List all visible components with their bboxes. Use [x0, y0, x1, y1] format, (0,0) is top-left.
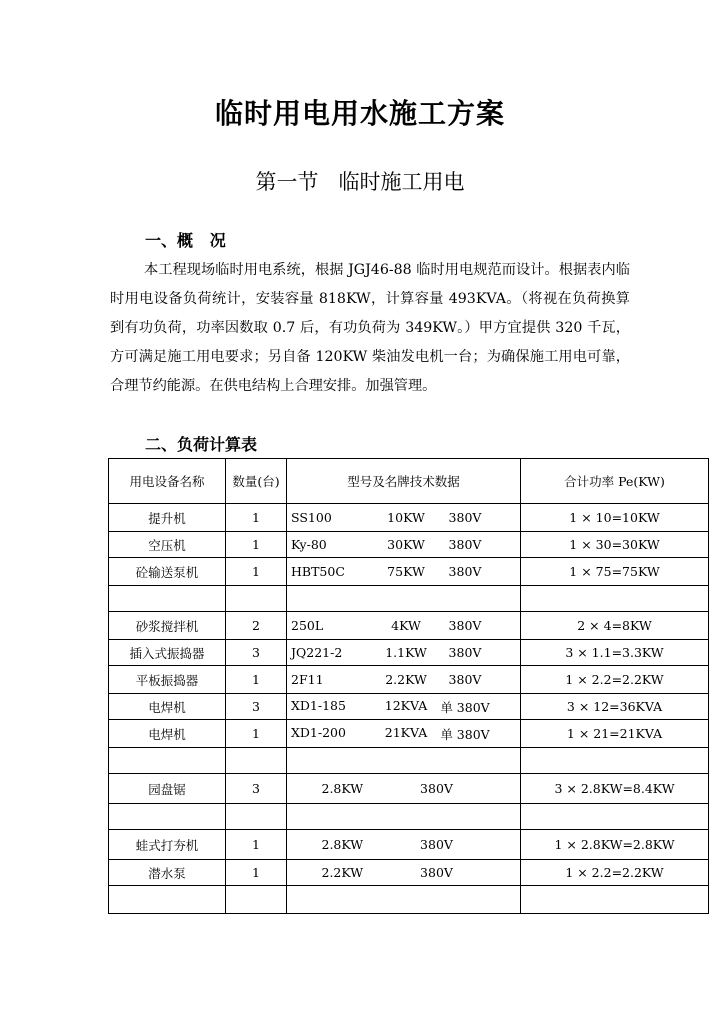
equipment-name-cell: 园盘锯 — [109, 774, 226, 804]
spec-cell — [287, 748, 521, 774]
spec-voltage: 380V — [448, 510, 482, 525]
spec-power-rating: 30KW — [387, 537, 425, 552]
total-power-cell: 1 × 2.2=2.2KW — [521, 860, 709, 886]
table-row — [109, 586, 709, 612]
table-header-row — [109, 459, 709, 504]
table-row — [109, 694, 709, 720]
spec-cell — [287, 804, 521, 830]
table-row — [109, 860, 709, 886]
quantity-cell — [226, 748, 287, 774]
equipment-name-cell — [109, 804, 226, 830]
equipment-name-cell: 电焊机 — [109, 694, 226, 720]
table-row — [109, 774, 709, 804]
spec-voltage: 单 380V — [440, 699, 490, 715]
spec-model: 2F11 — [291, 672, 324, 687]
quantity-cell: 1 — [226, 532, 287, 558]
total-power-cell: 1 × 30=30KW — [521, 532, 709, 558]
equipment-name-cell: 提升机 — [109, 504, 226, 532]
total-power-cell — [521, 748, 709, 774]
spec-cell — [287, 612, 521, 640]
spec-model: JQ221-2 — [291, 645, 343, 660]
equipment-name-cell — [109, 886, 226, 914]
spec-power-rating: 10KW — [387, 510, 425, 525]
equipment-name-cell — [109, 748, 226, 774]
spec-voltage: 单 380V — [440, 726, 490, 742]
quantity-cell: 1 — [226, 504, 287, 532]
spec-cell — [287, 640, 521, 666]
spec-voltage: 380V — [420, 781, 453, 796]
spec-power-rating: 4KW — [391, 618, 421, 633]
table-row — [109, 666, 709, 694]
total-power-cell: 1 × 2.8KW=2.8KW — [521, 830, 709, 860]
spec-model: SS100 — [291, 510, 332, 525]
table-row — [109, 720, 709, 748]
table-row — [109, 612, 709, 640]
equipment-name-cell: 空压机 — [109, 532, 226, 558]
spec-cell — [287, 558, 521, 586]
spec-model: HBT50C — [291, 564, 345, 579]
header-equipment-name: 用电设备名称 — [109, 459, 226, 504]
equipment-name-cell: 砼输送泵机 — [109, 558, 226, 586]
spec-cell — [287, 666, 521, 694]
spec-voltage: 380V — [448, 672, 482, 687]
total-power-cell — [521, 804, 709, 830]
quantity-cell: 3 — [226, 774, 287, 804]
spec-model: 250L — [291, 618, 324, 633]
quantity-cell — [226, 586, 287, 612]
quantity-cell: 2 — [226, 612, 287, 640]
total-power-cell: 1 × 10=10KW — [521, 504, 709, 532]
equipment-name-cell: 蛙式打夯机 — [109, 830, 226, 860]
spec-cell — [287, 586, 521, 612]
table-row — [109, 558, 709, 586]
quantity-cell: 3 — [226, 694, 287, 720]
spec-cell — [287, 720, 521, 748]
spec-voltage: 380V — [448, 537, 482, 552]
quantity-cell — [226, 804, 287, 830]
load-calculation-table — [108, 458, 709, 914]
spec-voltage: 380V — [420, 865, 453, 880]
spec-cell — [287, 504, 521, 532]
quantity-cell — [226, 886, 287, 914]
equipment-name-cell: 平板振捣器 — [109, 666, 226, 694]
spec-model: Ky-80 — [291, 537, 327, 552]
total-power-cell: 1 × 75=75KW — [521, 558, 709, 586]
table-row — [109, 640, 709, 666]
quantity-cell: 1 — [226, 720, 287, 748]
spec-cell — [287, 830, 521, 860]
header-spec: 型号及名牌技术数据 — [287, 459, 521, 504]
spec-power-rating: 2.2KW — [385, 672, 427, 687]
table-row — [109, 748, 709, 774]
spec-power-rating: 75KW — [387, 564, 425, 579]
total-power-cell: 1 × 21=21KVA — [521, 720, 709, 748]
spec-power-rating: 12KVA — [384, 697, 428, 713]
table-body — [109, 504, 709, 914]
table-row — [109, 532, 709, 558]
document-title: 临时用电用水施工方案 — [214, 97, 505, 130]
total-power-cell: 1 × 2.2=2.2KW — [521, 666, 709, 694]
quantity-cell: 1 — [226, 860, 287, 886]
total-power-cell: 3 × 1.1=3.3KW — [521, 640, 709, 666]
spec-voltage: 380V — [448, 645, 482, 660]
table-row — [109, 504, 709, 532]
table-row — [109, 830, 709, 860]
spec-power-rating: 21KVA — [384, 724, 428, 740]
total-power-cell: 3 × 2.8KW=8.4KW — [521, 774, 709, 804]
overview-paragraph: 本工程现场临时用电系统，根据 JGJ46-88 临时用电规范而设计。根据表内临时用电设备负荷统计，安装容量 818KW，计算容量 493KVA。（将视在负荷换算到有功负荷，功率因数取 0.7 后，有功负荷为 349KW。）甲方宜提供 320 千瓦，方可满足施工用电要求；另自备 120KW 柴油发电机一台；为确保施工用电可靠，合理节约能源。在供电结构上合理安排。加强管理。 — [110, 262, 630, 394]
total-power-cell: 2 × 4=8KW — [521, 612, 709, 640]
header-quantity: 数量(台) — [226, 459, 287, 504]
quantity-cell: 1 — [226, 830, 287, 860]
spec-cell — [287, 774, 521, 804]
total-power-cell — [521, 586, 709, 612]
quantity-cell: 3 — [226, 640, 287, 666]
spec-power-rating: 2.8KW — [321, 837, 364, 852]
section-title: 第一节 临时施工用电 — [255, 170, 465, 194]
quantity-cell: 1 — [226, 558, 287, 586]
table-row — [109, 886, 709, 914]
spec-voltage: 380V — [420, 837, 453, 852]
spec-power-rating: 2.2KW — [321, 865, 364, 880]
spec-cell — [287, 860, 521, 886]
equipment-name-cell: 插入式振捣器 — [109, 640, 226, 666]
equipment-name-cell — [109, 586, 226, 612]
total-power-cell: 3 × 12=36KVA — [521, 694, 709, 720]
spec-power-rating: 2.8KW — [321, 781, 364, 796]
spec-power-rating: 1.1KW — [385, 645, 427, 660]
spec-voltage: 380V — [448, 564, 482, 579]
spec-cell — [287, 886, 521, 914]
spec-voltage: 380V — [448, 618, 482, 633]
heading-load-table: 二、负荷计算表 — [145, 435, 258, 454]
spec-model: XD1-200 — [291, 724, 346, 740]
header-total-power: 合计功率 Pe(KW) — [521, 459, 709, 504]
spec-cell — [287, 532, 521, 558]
quantity-cell: 1 — [226, 666, 287, 694]
table-row — [109, 804, 709, 830]
spec-cell — [287, 694, 521, 720]
equipment-name-cell: 潜水泵 — [109, 860, 226, 886]
heading-overview: 一、概 况 — [145, 231, 226, 250]
spec-model: XD1-185 — [291, 697, 346, 713]
total-power-cell — [521, 886, 709, 914]
equipment-name-cell: 砂浆搅拌机 — [109, 612, 226, 640]
equipment-name-cell: 电焊机 — [109, 720, 226, 748]
